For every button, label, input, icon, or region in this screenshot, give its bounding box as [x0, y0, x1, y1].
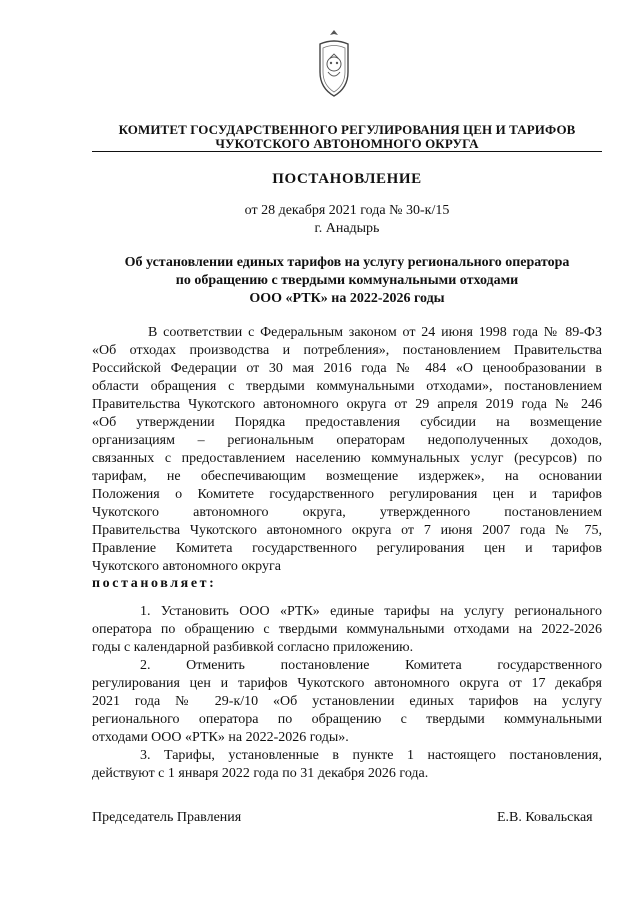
item-line: 1. Установить ООО «РТК» единые тарифы на услугу регионального — [140, 604, 602, 619]
item-line: отходами ООО «РТК» на 2022-2026 годы». — [92, 730, 349, 745]
document-city: г. Анадырь — [314, 221, 380, 236]
document-subject-line: Об установлении единых тарифов на услугу регионального оператора — [124, 255, 570, 270]
preamble-line: Правительства Чукотского автономного округа от 29 апреля 2019 года № 246 — [92, 397, 602, 412]
item-line: оператора по обращению с твердыми коммунальными отходами на 2022-2026 — [92, 622, 602, 637]
item-line: 3. Тарифы, установленные в пункте 1 настоящего постановления, — [140, 748, 602, 763]
preamble-line: тарифам, не обеспечивающим возмещение издержек», на основании — [92, 469, 602, 484]
preamble-line: В соответствии с Федеральным законом от 24 июня 1998 года № 89-ФЗ — [148, 325, 602, 340]
preamble-line: Положения о Комитете государственного регулирования цен и тарифов — [92, 487, 602, 502]
item-line: 2. Отменить постановление Комитета государственного — [140, 658, 602, 673]
item-line: 2021 года № 29-к/10 «Об установлении единых тарифов на услугу — [92, 694, 602, 709]
item-line: годы с календарной разбивкой согласно приложению. — [92, 640, 414, 655]
item-line: регулирования цен и тарифов Чукотского автономного округа от 17 декабря — [92, 676, 602, 691]
document-subject-line: по обращению с твердыми коммунальными отходами — [175, 273, 519, 288]
item-line: действуют с 1 января 2022 года по 31 декабря 2026 года. — [92, 766, 429, 781]
preamble-line: «Об утверждении Порядка предоставления субсидии на возмещение — [92, 415, 602, 430]
document-title: ПОСТАНОВЛЕНИЕ — [272, 171, 422, 187]
document-subject-line: ООО «РТК» на 2022-2026 годы — [249, 291, 445, 306]
preamble-line: Чукотского автономного округа, утвержденного постановлением — [92, 505, 602, 520]
coat-of-arms-icon — [314, 28, 354, 100]
preamble-line: Российской Федерации от 30 мая 2016 года № 484 «О ценообразовании в — [92, 361, 602, 376]
signatory-name: Е.В. Ковальская — [497, 810, 593, 825]
signatory-position: Председатель Правления — [92, 810, 242, 825]
preamble-line: Чукотского автономного округа — [92, 559, 281, 574]
preamble-line: Правление Комитета государственного регулирования цен и тарифов — [92, 541, 602, 556]
document-date-number: от 28 декабря 2021 года № 30-к/15 — [244, 203, 450, 218]
preamble-line: связанных с предоставлением населению коммунальных услуг (ресурсов) по — [92, 451, 602, 466]
item-line: регионального оператора по обращению с твердыми коммунальными — [92, 712, 602, 727]
organization-name-line1: КОМИТЕТ ГОСУДАРСТВЕННОГО РЕГУЛИРОВАНИЯ ЦЕН И ТАРИФОВ — [118, 122, 576, 137]
header-divider — [92, 151, 602, 152]
preamble-line: организациям – региональным операторам недополученных доходов, — [92, 433, 602, 448]
organization-name-line2: ЧУКОТСКОГО АВТОНОМНОГО ОКРУГА — [215, 136, 479, 151]
preamble-line: «Об отходах производства и потребления», постановлением Правительства — [92, 343, 602, 358]
preamble-line: Правительства Чукотского автономного округа от 7 июня 2007 года № 75, — [92, 523, 602, 538]
resolves-word: постановляет: — [92, 576, 217, 591]
preamble-line: области обращения с твердыми коммунальными отходами», постановлением — [92, 379, 602, 394]
